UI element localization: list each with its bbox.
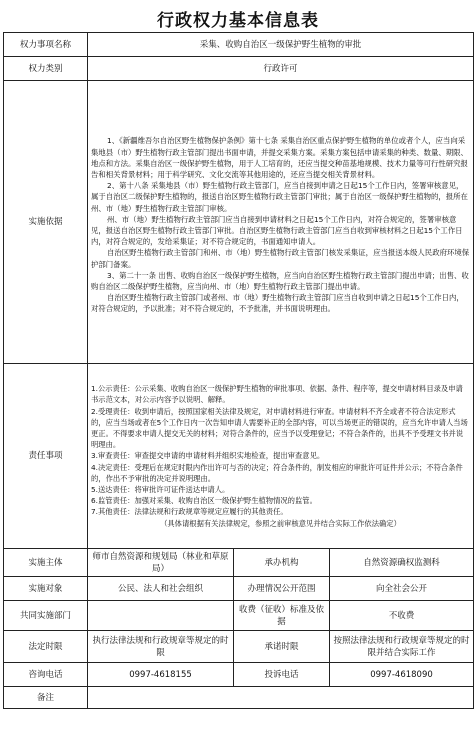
row-power-name: [4, 33, 474, 57]
remark-value: [88, 687, 474, 709]
duty-line: 4.决定责任：受理后在规定时限内作出许可与否的决定；符合条件的，制发相应的审批许可证件并公示；不符合条件的，作出不予审批的决定并说明理由。: [91, 462, 463, 483]
complaint-value: 0997-4618090: [330, 663, 474, 687]
basis-paragraph: 1、《新疆维吾尔自治区野生植物保护条例》第十七条 采集自治区重点保护野生植物的单位或者个人，应当向采集地县（市）野生植物行政主管部门提出书面申请，并提交采集方案。采集方案包括申请采集的种类、数量、期限、地点和方法。采集自治区一级保护野生植物，用于人工培育的，还应当提交种苗基地规模、技术力量等可行性研究报告和相关背景材料；用于科学研究、文化交流等其他用途的，还应当提交相关背景材料。: [91, 136, 468, 179]
subject-value: 师市自然资源和规划局（林业和草原局）: [88, 549, 234, 577]
phone-label: 咨询电话: [4, 663, 88, 687]
target-value: 公民、法人和社会组织: [88, 577, 234, 601]
undertake-value: 自然资源确权监测科: [330, 549, 474, 577]
duty-line: 5.送达责任：将审批许可证件送达申请人。: [91, 485, 230, 494]
deadline-value: 执行法律法规和行政规章等规定的时限: [88, 631, 234, 663]
basis-paragraph: 州、市（地）野生植物行政主管部门应当自接到申请材料之日起15个工作日内，对符合规定的，签署审核意见，报送自治区野生植物行政主管部门审批。自治区野生植物行政主管部门应当自收到审核材料之日起15个工作日内，对符合规定的，发给采集证；对不符合规定的，书面通知申请人。: [91, 214, 463, 247]
info-table: [3, 32, 474, 709]
joint-label: 共同实施部门: [4, 601, 88, 631]
duty-line: 1.公示责任：公示采集、收购自治区一级保护野生植物的审批事项、依据、条件、程序等，提交申请材料目录及申请书示范文本，对公示内容予以说明、解释。: [91, 384, 463, 405]
basis-paragraph: 2、第十八条 采集地县（市）野生植物行政主管部门，应当自接到申请之日起15个工作日内，签署审核意见，属于自治区二级保护野生植物的，报送自治区野生植物行政主管部门审批；属于自治区一级保护野生植物的，报所在州、市（地）野生植物行政主管部门审核。: [91, 181, 468, 213]
duty-line: 6.监管责任：加强对采集、收购自治区一级保护野生植物情况的监管。: [91, 496, 317, 506]
disclosure-label: 办理情况公开范围: [234, 577, 330, 601]
power-category-label: 权力类别: [4, 57, 88, 81]
subject-label: 实施主体: [4, 549, 88, 577]
basis-paragraph: 自治区野生植物行政主管部门和州、市（地）野生植物行政主管部门核发采集证，应当报送本级人民政府环境保护部门备案。: [91, 248, 470, 269]
basis-content: [88, 81, 474, 364]
page-title: 行政权力基本信息表: [157, 11, 319, 31]
promise-value: 按照法律法规和行政规章等规定的时限并结合实际工作: [330, 631, 474, 663]
row-subject: [4, 549, 474, 577]
remark-label: 备注: [4, 687, 88, 709]
row-remark: [4, 687, 474, 709]
row-target: [4, 577, 474, 601]
duty-line: 7.其他责任：法律法规和行政规章等规定应履行的其他责任。: [91, 507, 288, 517]
row-power-category: [4, 57, 474, 81]
row-duty: [4, 364, 474, 549]
undertake-label: 承办机构: [234, 549, 330, 577]
row-joint: [4, 601, 474, 631]
deadline-label: 法定时限: [4, 631, 88, 663]
duty-note: （具体请根据有关法律规定，参照之前审核意见并结合实际工作依法确定）: [160, 518, 401, 528]
power-name-label: 权力事项名称: [4, 33, 88, 57]
power-category-value: 行政许可: [88, 57, 474, 81]
row-phone: [4, 663, 474, 687]
fee-value: 不收费: [330, 601, 474, 631]
disclosure-value: 向全社会公开: [330, 577, 474, 601]
row-deadline: [4, 631, 474, 663]
target-label: 实施对象: [4, 577, 88, 601]
basis-label: 实施依据: [4, 81, 88, 364]
phone-value: 0997-4618155: [88, 663, 234, 687]
duty-line: 2.受理责任：收到申请后，按照国家相关法律及规定，对申请材料进行审查。申请材料不齐全或者不符合法定形式的，应当当场或者在5个工作日内一次告知申请人需要补正的全部内容，可以当场更正的错误的，应当允许申请人当场更正。不得要求申请人提交无关的材料；对符合条件的，应当予以受理登记；不符合条件的，出具不予受理文书并说明理由。: [91, 406, 468, 450]
duty-label: 责任事项: [4, 364, 88, 549]
duty-line: 3.审查责任：审查提交申请的申请材料并组织实地检查，提出审查意见。: [91, 451, 325, 461]
power-name-value: 采集、收购自治区一级保护野生植物的审批: [88, 33, 474, 57]
complaint-label: 投诉电话: [234, 663, 330, 687]
duty-content: [88, 364, 474, 549]
joint-value: [88, 601, 234, 631]
fee-label: 收费（征收）标准及依据: [234, 601, 330, 631]
basis-paragraph: 自治区野生植物行政主管部门或者州、市（地）野生植物行政主管部门应当自收到申请之日起15个工作日内，对符合规定的，予以批准；对不符合规定的，不予批准，并书面说明理由。: [91, 293, 464, 314]
promise-label: 承诺时限: [234, 631, 330, 663]
row-basis: [4, 81, 474, 364]
basis-paragraph: 3、第二十一条 出售、收购自治区一级保护野生植物，应当向自治区野生植物行政主管部门提出申请；出售、收购自治区二级保护野生植物，应当向州、市（地）野生植物行政主管部门提出申请。: [91, 270, 469, 292]
